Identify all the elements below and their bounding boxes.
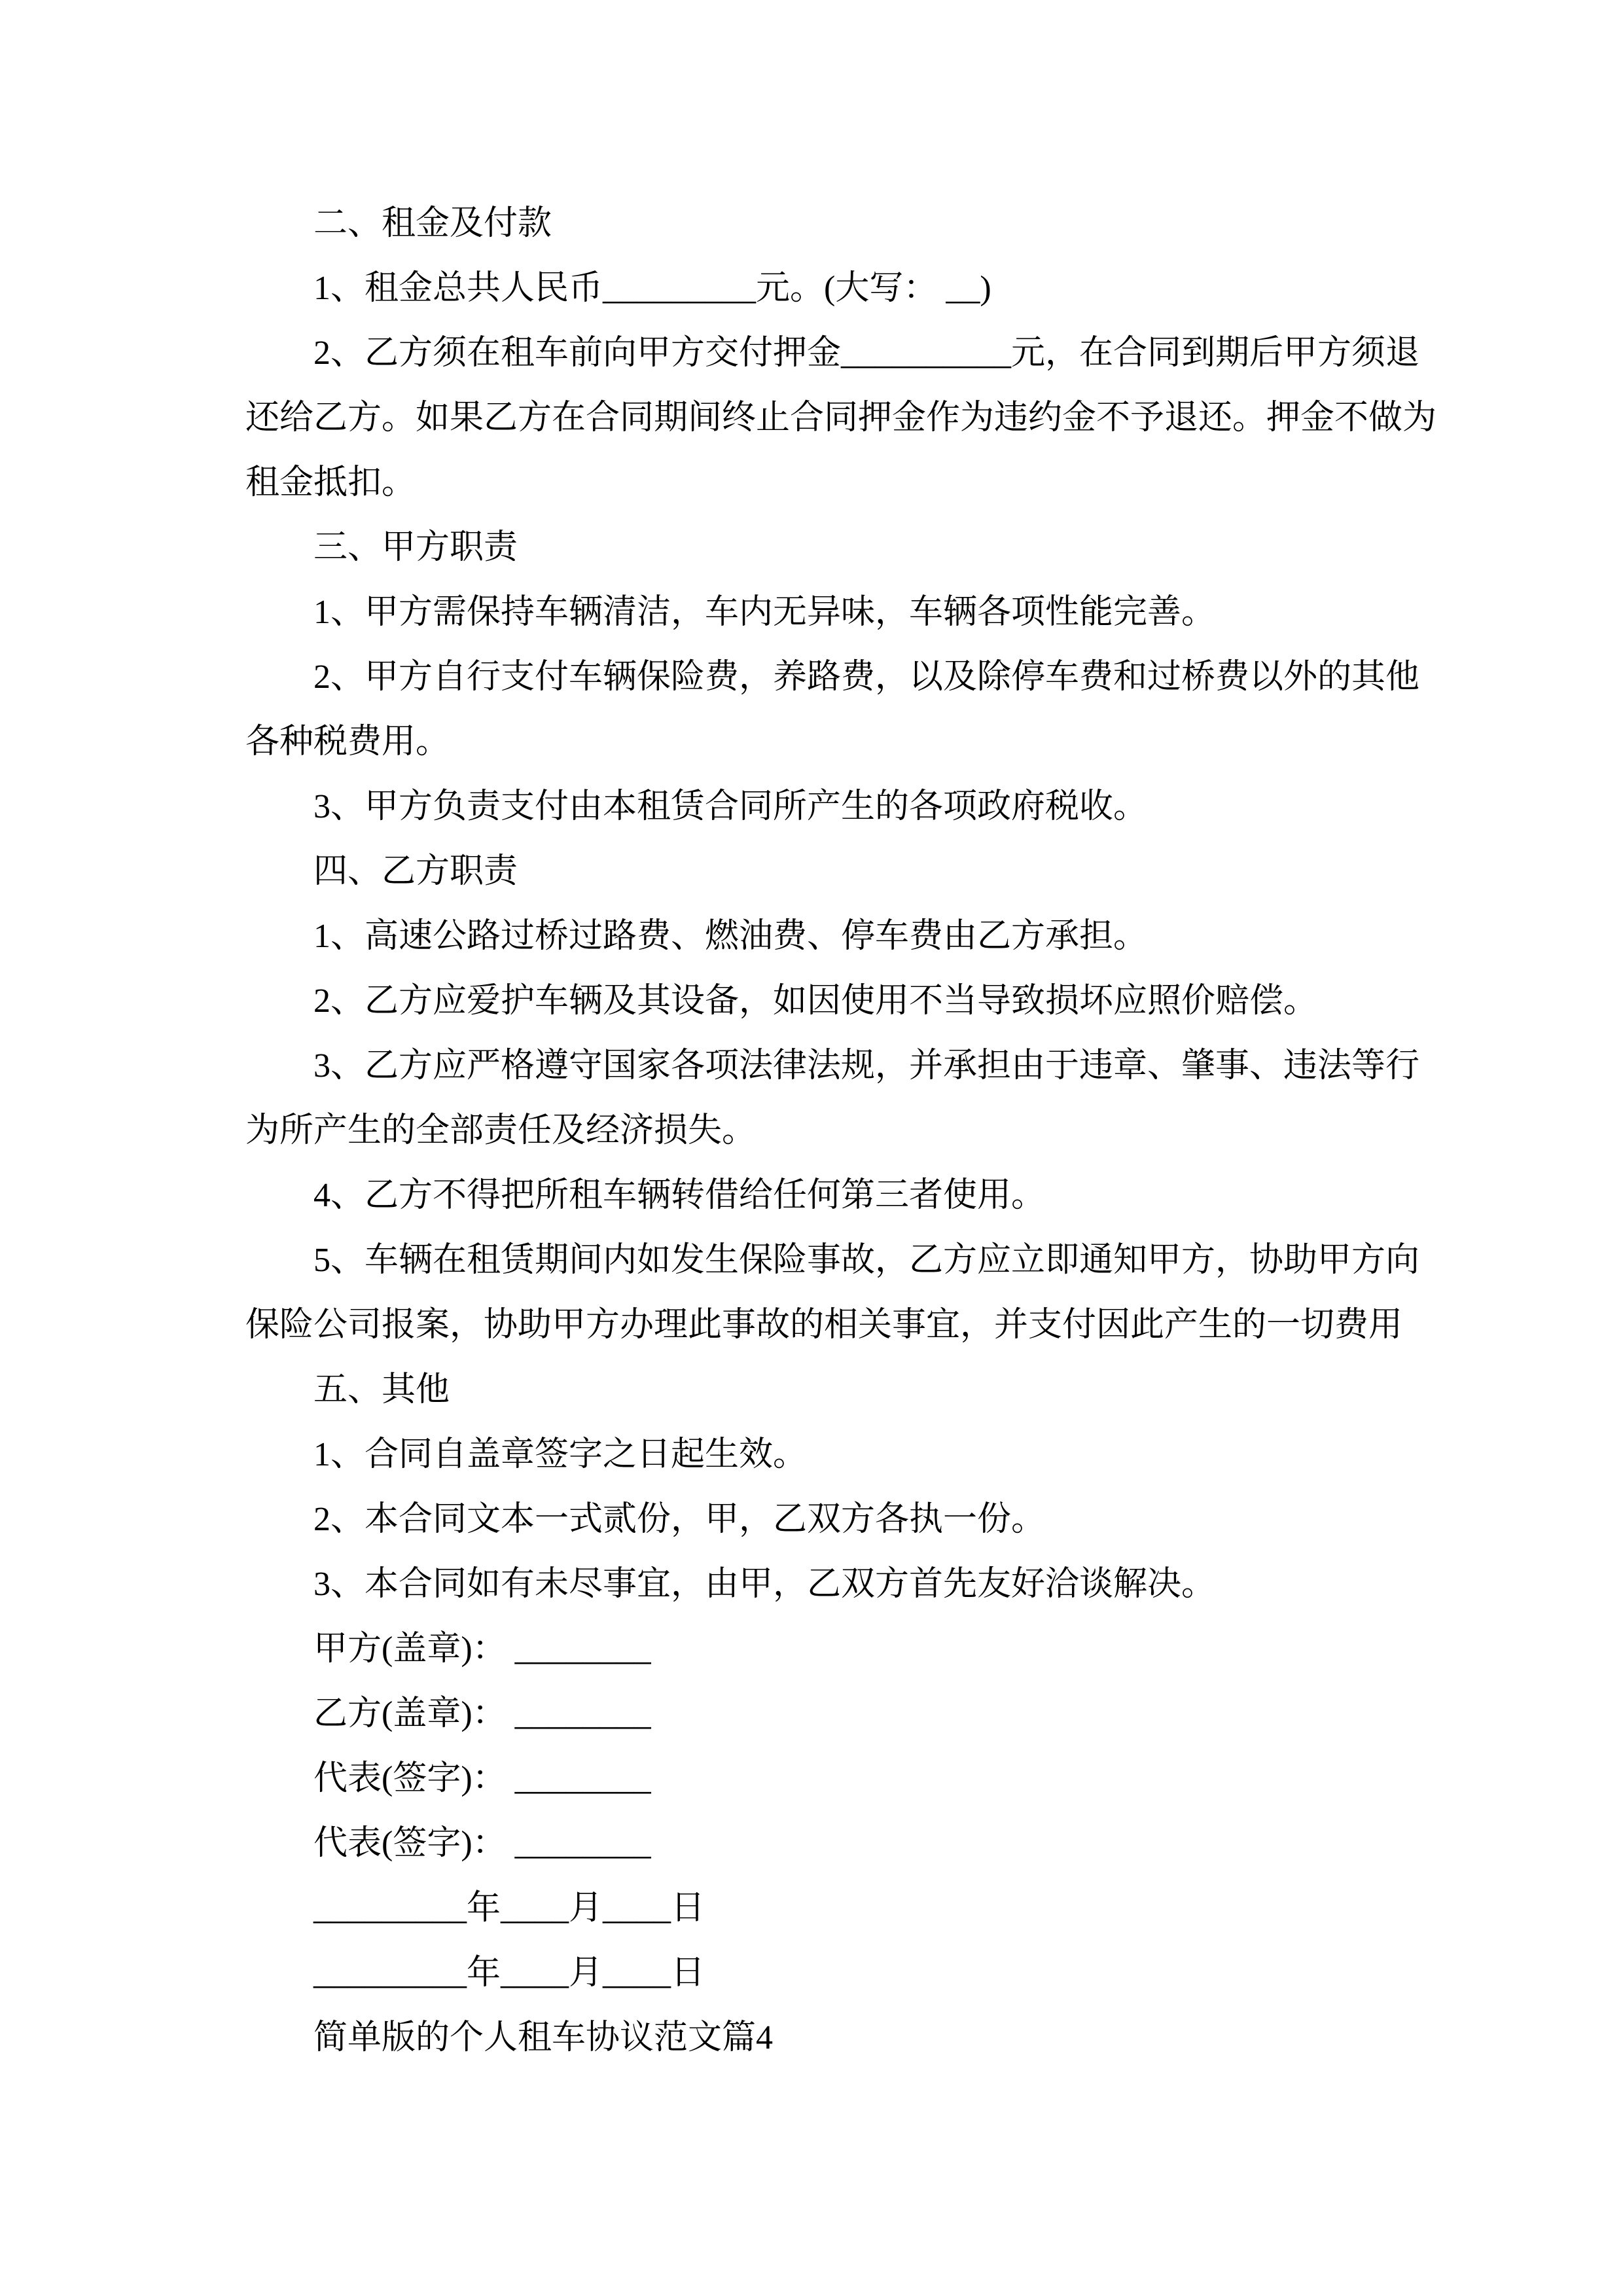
signature-party-b-seal: 乙方(盖章)： ________ [313,1695,651,1732]
footer-title: 简单版的个人租车协议范文篇4 [313,2019,774,2056]
signature-representative-2: 代表(签字)： ________ [313,1825,651,1862]
signature-party-a-seal: 甲方(盖章)： ________ [313,1630,651,1668]
clause-party-b-3: 3、乙方应严格遵守国家各项法律法规，并承担由于违章、肇事、违法等行为所产生的全部责任及经济损失。 [245,1047,1420,1149]
clause-party-a-1: 1、甲方需保持车辆清洁，车内无异味，车辆各项性能完善。 [313,594,1216,631]
clause-other-1: 1、合同自盖章签字之日起生效。 [313,1436,808,1473]
clause-party-b-2: 2、乙方应爱护车辆及其设备，如因使用不当导致损坏应照价赔偿。 [313,982,1318,1020]
section-heading-rent-and-payment: 二、租金及付款 [313,205,552,242]
clause-party-a-3: 3、甲方负责支付由本租赁合同所产生的各项政府税收。 [313,788,1148,825]
clause-other-2: 2、本合同文本一式贰份，甲，乙双方各执一份。 [313,1501,1046,1538]
section-heading-other: 五、其他 [313,1371,450,1408]
signature-representative-1: 代表(签字)： ________ [313,1760,651,1797]
clause-party-b-4: 4、乙方不得把所租车辆转借给任何第三者使用。 [313,1177,1046,1214]
clause-party-b-5: 5、车辆在租赁期间内如发生保险事故，乙方应立即通知甲方，协助甲方向保险公司报案，协助甲方办理此事故的相关事宜，并支付因此产生的一切费用 [245,1242,1420,1344]
clause-rent-total: 1、租金总共人民币_________元。(大写： __) [313,270,991,307]
section-heading-party-a-duties: 三、甲方职责 [313,529,518,566]
clause-deposit: 2、乙方须在租车前向甲方交付押金__________元，在合同到期后甲方须退还给乙方。如果乙方在合同期间终止合同押金作为违约金不予退还。押金不做为租金抵扣。 [245,334,1437,501]
date-line-2: _________年____月____日 [313,1954,705,1992]
clause-party-a-2: 2、甲方自行支付车辆保险费，养路费，以及除停车费和过桥费以外的其他各种税费用。 [245,658,1420,761]
contract-body [245,191,1443,2070]
date-line-1: _________年____月____日 [313,1890,705,1927]
clause-other-3: 3、本合同如有未尽事宜，由甲，乙双方首先友好洽谈解决。 [313,1566,1216,1603]
clause-party-b-1: 1、高速公路过桥过路费、燃油费、停车费由乙方承担。 [313,918,1148,955]
section-heading-party-b-duties: 四、乙方职责 [313,853,518,890]
